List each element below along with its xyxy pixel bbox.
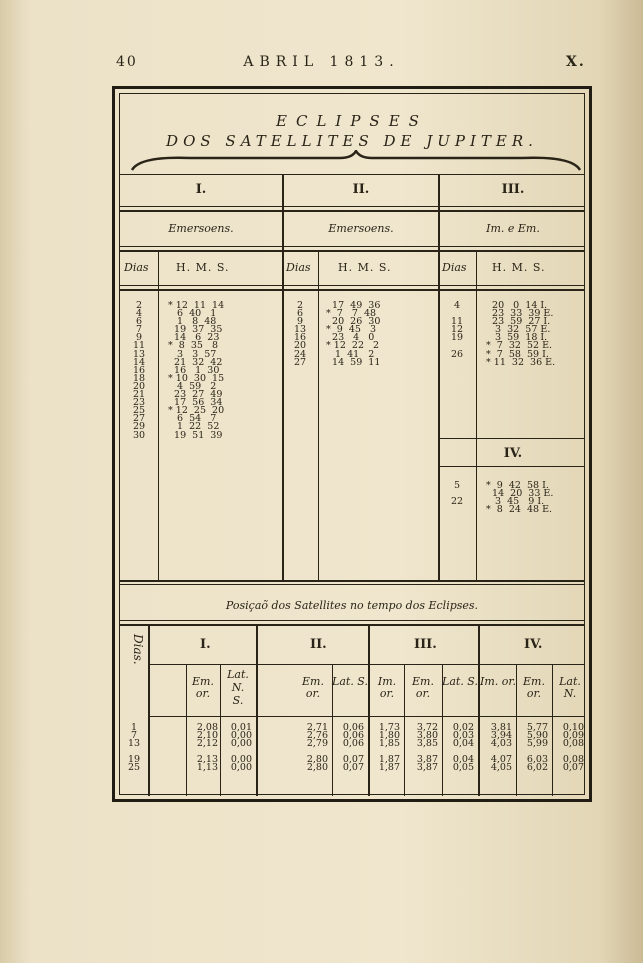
col-III-days-head: Dias <box>442 261 467 274</box>
pos-IV-header: IV. <box>524 637 543 652</box>
sat4-times: * 9 42 58 I. 14 20 33 E. 3 45 9 I. * 8 24 48 E. <box>486 480 554 516</box>
pos-II-em-head: Em. or. <box>302 675 324 700</box>
pos-I-em: 2,08 2,10 2,12 2,13 1,13 <box>196 722 218 774</box>
pos-IV-lat: 0,10 0,09 0,08 0,08 0,07 <box>562 722 584 774</box>
col-II-days-head: Dias <box>286 261 311 274</box>
col-I-type: Emersoens. <box>168 222 234 235</box>
sat3-times: 20 0 14 I. 23 33 39 E. 23 59 27 I. 3 32 57 E. 3 59 18 I. * 7 32 52 E. * 7 58 59 I. * 11 32 36 E. <box>486 300 556 368</box>
pos-I-em-head: Em. or. <box>192 675 214 700</box>
pos-IV-im: 3,81 3,94 4,03 4,07 4,05 <box>490 722 512 774</box>
col-I-hms-head: H. M. S. <box>176 261 230 274</box>
pos-days: 1 7 13 19 25 <box>127 722 141 774</box>
sat2-times: 17 49 36 * 7 7 48 20 26 30 * 9 45 3 23 4 0 * 12 22 2 1 41 2 14 59 11 <box>326 300 381 368</box>
pos-IV-im-head: Im. or. <box>480 675 516 688</box>
pos-III-im: 1,73 1,80 1,85 1,87 1,87 <box>378 722 400 774</box>
positions-days-head: Dias. <box>131 634 145 665</box>
col-III-type: Im. e Em. <box>486 222 540 235</box>
sat1-times: * 12 11 14 6 40 1 1 8 48 19 37 35 14 6 23 * 8 35 8 3 3 57 21 32 42 16 1 30 * 10 30 15 4 59 2 23 27 49 17 56 34 * 12 25 20 6 54 7 1 22 52 19 51 39 <box>168 300 225 441</box>
page-number: 40 <box>116 54 138 70</box>
pos-III-em-head: Em. or. <box>412 675 434 700</box>
eclipse-table <box>119 93 585 795</box>
pos-II-lat: 0,06 0,06 0,06 0,07 0,07 <box>342 722 364 774</box>
positions-title: Posiçaõ dos Satellites no tempo dos Eclipses. <box>225 599 479 612</box>
sat2-days: 2 6 9 13 16 20 24 27 <box>293 300 307 368</box>
pos-IV-em: 5,77 5,90 5,99 6,03 6,02 <box>526 722 548 774</box>
sat4-days: 5 22 <box>450 480 464 508</box>
pos-II-header: II. <box>310 637 327 652</box>
sat1-days: 2 4 6 7 9 11 13 14 16 18 20 21 23 25 27 29 30 <box>132 300 146 441</box>
title-line-2: DOS SATELLITES DE JUPITER. <box>166 132 538 150</box>
eclipse-table-frame <box>112 86 592 802</box>
pos-III-im-head: Im. or. <box>377 675 397 700</box>
pos-III-header: III. <box>414 637 437 652</box>
col-IV-header: IV. <box>503 446 523 461</box>
col-III-header: III. <box>501 182 525 197</box>
brace-ornament <box>130 150 582 174</box>
pos-III-lat-head: Lat. S. <box>442 675 478 688</box>
pos-IV-lat-head: Lat. N. <box>559 675 581 700</box>
sat3-days: 4 11 12 19 26 <box>450 300 464 360</box>
title-line-1: ECLIPSES <box>276 112 428 130</box>
pos-II-lat-head: Lat. S. <box>332 675 368 688</box>
pos-III-em: 3,72 3,80 3,85 3,87 3,87 <box>416 722 438 774</box>
pos-IV-em-head: Em. or. <box>523 675 545 700</box>
pos-III-lat: 0,02 0,03 0,04 0,04 0,05 <box>452 722 474 774</box>
pos-I-lat: 0,01 0,00 0,00 0,00 0,00 <box>230 722 252 774</box>
col-II-type: Emersoens. <box>328 222 394 235</box>
pos-I-lat-head: Lat. N. S. <box>227 668 249 707</box>
col-I-days-head: Dias <box>124 261 149 274</box>
col-II-header: II. <box>352 182 370 197</box>
pos-I-header: I. <box>200 637 211 652</box>
pos-II-em: 2,71 2,76 2,79 2,80 2,80 <box>306 722 328 774</box>
col-II-hms-head: H. M. S. <box>338 261 392 274</box>
signature-mark: X. <box>566 54 586 70</box>
col-I-header: I. <box>195 182 207 197</box>
col-III-hms-head: H. M. S. <box>492 261 546 274</box>
running-title: ABRIL 1813. <box>243 54 400 70</box>
